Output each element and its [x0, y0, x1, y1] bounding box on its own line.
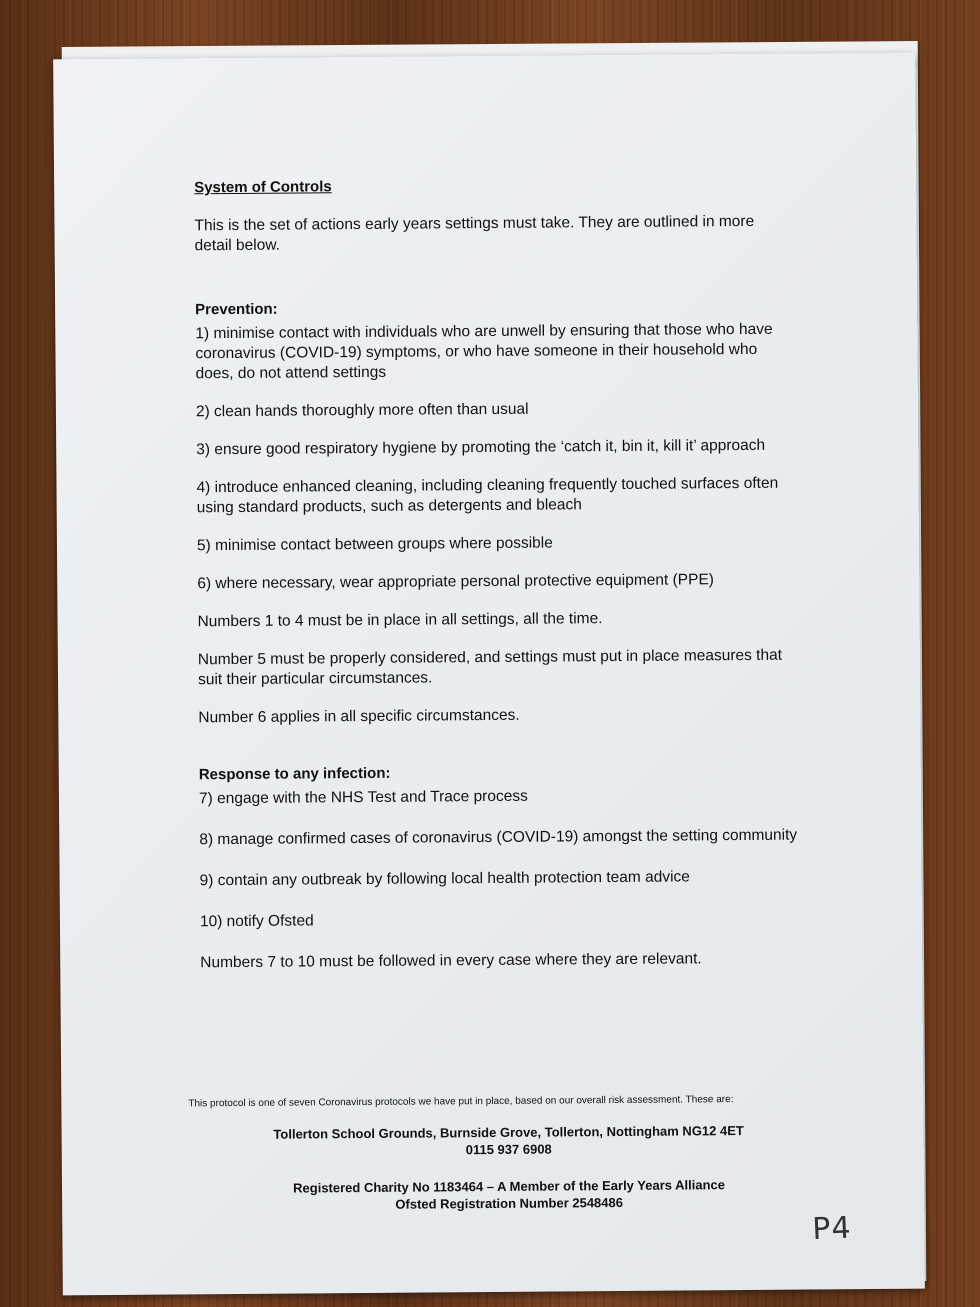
response-item: 9) contain any outbreak by following local health protection team advice [199, 868, 690, 890]
charity-line: Registered Charity No 1183464 – A Member of the Early Years Alliance [293, 1177, 725, 1196]
document-page [53, 53, 925, 1296]
response-note: Numbers 7 to 10 must be followed in every case where they are relevant. [200, 950, 702, 972]
prevention-item: 5) minimise contact between groups where possible [196, 534, 553, 555]
response-item: 8) manage confirmed cases of coronavirus (COVID-19) amongst the setting community [199, 826, 798, 849]
prevention-item: 6) where necessary, wear appropriate personal protective equipment (PPE) [197, 571, 714, 593]
document-title: System of Controls [194, 178, 332, 197]
ofsted-line: Ofsted Registration Number 2548486 [395, 1194, 623, 1212]
document-body [194, 174, 800, 974]
response-item: 10) notify Ofsted [199, 912, 314, 931]
prevention-note: Number 6 applies in all specific circumstances. [198, 706, 520, 727]
phone-line: 0115 937 6908 [465, 1141, 552, 1158]
protocol-note: This protocol is one of seven Coronavirus protocols we have put in place, based on our overall risk assessment. These are: [188, 1094, 734, 1110]
prevention-item: 3) ensure good respiratory hygiene by promoting the ‘catch it, bin it, kill it’ approach [196, 436, 766, 459]
prevention-heading: Prevention: [195, 300, 278, 319]
intro-paragraph: This is the set of actions early years settings must take. They are outlined in more detail below. [194, 212, 755, 255]
prevention-item: 2) clean hands thoroughly more often than usual [195, 400, 529, 421]
page-number-handwritten: P4 [811, 1210, 853, 1248]
prevention-item: 1) minimise contact with individuals who are unwell by ensuring that those who have coronavirus (COVID-19) symptoms, or who have someone in their household who does, do not attend settings [195, 320, 773, 383]
address-line: Tollerton School Grounds, Burnside Grove, Tollerton, Nottingham NG12 4ET [273, 1123, 744, 1142]
response-item: 7) engage with the NHS Test and Trace process [198, 787, 528, 808]
prevention-item: 4) introduce enhanced cleaning, including cleaning frequently touched surfaces often using standard products, such as detergents and bleach [196, 474, 779, 517]
prevention-note: Numbers 1 to 4 must be in place in all settings, all the time. [197, 610, 603, 631]
response-heading: Response to any infection: [198, 764, 391, 784]
prevention-note: Number 5 must be properly considered, and settings must put in place measures that suit their particular circumstances. [197, 646, 783, 689]
